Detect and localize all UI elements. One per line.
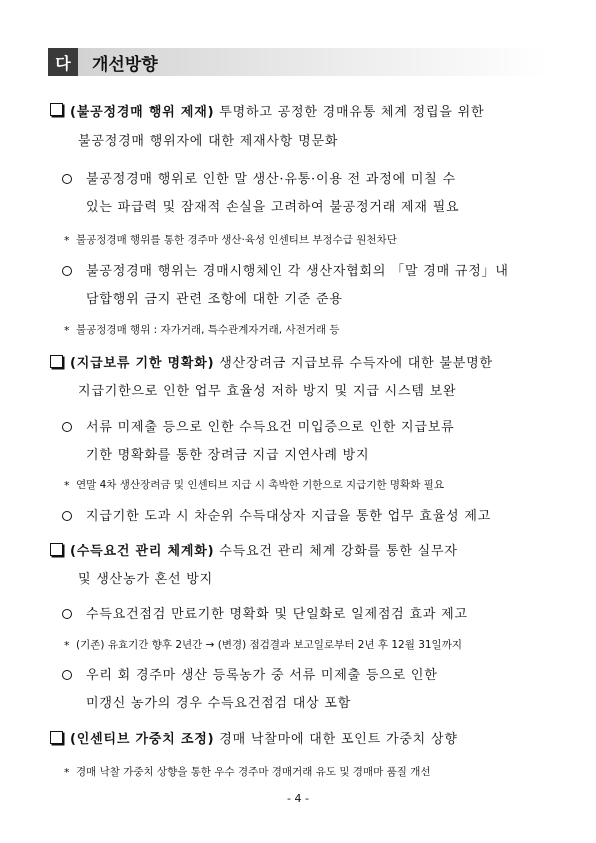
item1-sub1-line1: 불공정경매 행위로 인한 말 생산·유통·이용 전 과정에 미칠 수 [86, 172, 456, 187]
item3-note1: (기존) 유효기간 향후 2년간 → (변경) 점검결과 보고일로부터 2년 후 12월 31일까지 [76, 639, 462, 651]
circle-bullet-icon [62, 422, 72, 432]
item2-sub1-line2: 기한 명확화를 통한 장려금 지급 지연사례 방지 [86, 448, 370, 463]
circle-bullet-icon [62, 174, 72, 184]
section-title: 개선방향 [92, 54, 158, 75]
item3-title: (수득요건 관리 체계화) [70, 544, 215, 559]
item1-note1: 불공정경매 행위를 통한 경주마 생산·육성 인센티브 부정수급 원천차단 [76, 234, 397, 246]
item2-note1: 연말 4차 생산장려금 및 인센티브 지급 시 촉박한 기한으로 지급기한 명확화 필요 [76, 479, 444, 491]
item1-heading [70, 101, 484, 120]
circle-bullet-icon [62, 670, 72, 680]
item3-heading [70, 540, 458, 559]
item2-continuation: 지급기한으로 인한 업무 효율성 저하 방지 및 지급 시스템 보완 [78, 384, 457, 399]
circle-bullet-icon [62, 266, 72, 276]
checkbox-bullet-icon [50, 355, 63, 368]
item1-continuation: 불공정경매 행위자에 대한 제재사항 명문화 [78, 134, 339, 149]
item3-sub1-line1: 수득요건점검 만료기한 명확화 및 단일화로 일제점검 효과 제고 [86, 607, 468, 622]
item3-text: 수득요건 관리 체계 강화를 통한 실무자 [214, 544, 458, 559]
item1-note2: 불공정경매 행위 : 자가거래, 특수관계자거래, 사전거래 등 [76, 324, 340, 336]
circle-bullet-icon [62, 511, 72, 521]
page-number: - 4 - [287, 792, 309, 805]
checkbox-bullet-icon [50, 731, 63, 744]
item4-title: (인센티브 가중치 조정) [70, 732, 215, 747]
item1-sub1-line2: 있는 파급력 및 잠재적 손실을 고려하여 불공정거래 제재 필요 [86, 200, 460, 215]
circle-bullet-icon [62, 609, 72, 619]
item2-title: (지급보류 기한 명확화) [70, 356, 215, 371]
item2-sub1-line1: 서류 미제출 등으로 인한 수득요건 미입증으로 인한 지급보류 [86, 420, 455, 435]
section-number: 다 [48, 48, 78, 76]
item3-continuation: 및 생산농가 혼선 방지 [78, 572, 214, 587]
item4-text: 경매 낙찰마에 대한 포인트 가중치 상향 [214, 732, 458, 747]
item4-note1: 경매 낙찰 가중치 상향을 통한 우수 경주마 경매거래 유도 및 경매마 품질 개선 [76, 766, 431, 778]
item1-title: (불공정경매 행위 제재) [70, 105, 215, 120]
asterisk-icon: * [64, 324, 70, 337]
item4-heading [70, 728, 458, 747]
asterisk-icon: * [64, 479, 70, 492]
item3-sub2-line1: 우리 회 경주마 생산 등록농가 중 서류 미제출 등으로 인한 [86, 668, 438, 683]
checkbox-bullet-icon [50, 103, 63, 116]
item2-heading [70, 352, 493, 371]
item1-text: 투명하고 공정한 경매유통 체계 정립을 위한 [214, 105, 485, 120]
item1-sub2-line2: 담합행위 금지 관련 조항에 대한 기준 준용 [86, 292, 343, 307]
item2-sub2-line1: 지급기한 도과 시 차순위 수득대상자 지급을 통한 업무 효율성 제고 [86, 509, 492, 524]
section-header [48, 48, 548, 76]
item3-sub2-line2: 미갱신 농가의 경우 수득요건점검 대상 포함 [86, 696, 352, 711]
asterisk-icon: * [64, 639, 70, 652]
checkbox-bullet-icon [50, 543, 63, 556]
item2-text: 생산장려금 지급보류 수득자에 대한 불분명한 [214, 356, 493, 371]
item1-sub2-line1: 불공정경매 행위는 경매시행체인 각 생산자협회의 「말 경매 규정」내 [86, 264, 509, 279]
asterisk-icon: * [64, 234, 70, 247]
asterisk-icon: * [64, 766, 70, 779]
